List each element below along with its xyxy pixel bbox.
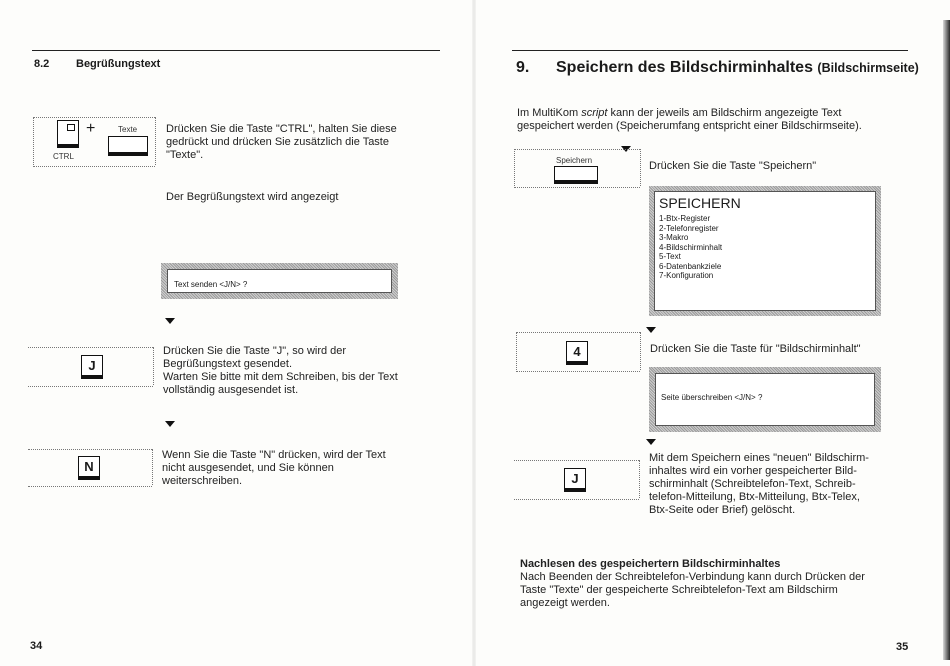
dotted-edge [640,149,641,186]
left-page [0,0,474,666]
menu-item-konfiguration: 7-Konfiguration [659,271,714,280]
text-line: weiterschreiben. [162,475,243,487]
text-line: Drücken Sie die Taste "CTRL", halten Sie diese [166,123,397,135]
text-line: telefon-Mitteilung, Btx-Mitteilung, Btx-Telex, [649,491,860,503]
dotted-edge [516,332,517,370]
chapter-subtitle: (Bildschirmseite) [817,61,919,75]
step2-text: Drücken Sie die Taste für "Bildschirminhalt" [650,343,861,355]
right-page [474,0,950,666]
screen-speichern-menu [649,186,881,316]
texte-key [108,136,148,156]
greeting-displayed-text: Der Begrüßungstext wird angezeigt [166,191,339,203]
text-line: Begrüßungstext gesendet. [163,358,293,370]
speichern-key [554,166,598,184]
arrow-down-icon [165,421,175,427]
text-line: Drücken Sie die Taste "J", so wird der [163,345,347,357]
menu-item-makro: 3-Makro [659,233,689,242]
menu-item-btx-register: 1-Btx-Register [659,214,711,223]
screen-prompt: Text senden <J/N> ? [174,280,248,289]
step3-text [649,452,889,517]
dotted-edge [639,460,640,498]
text-line: Mit dem Speichern eines "neuen" Bildschirm- [649,452,869,464]
speichern-key-label: Speichern [556,156,593,165]
section-title: Begrüßungstext [76,58,161,70]
text-line: Warten Sie bitte mit dem Schreiben, bis der Text [163,371,398,383]
text-line: inhaltes wird ein vorher gespeicherter Bild- [649,465,857,477]
text-line: nicht ausgesendet, und Sie können [162,462,334,474]
dotted-edge [514,149,515,186]
intro-line-1 [517,107,937,120]
menu-item-datenbankziele: 6-Datenbankziele [659,261,722,271]
text-line: Btx-Seite oder Brief) gelöscht. [649,504,796,516]
dotted-edge [153,347,154,385]
section-number: 8.2 [34,58,50,70]
arrow-down-icon [165,318,175,324]
page-edge-shadow [943,20,950,660]
step1-text: Drücken Sie die Taste "Speichern" [649,160,817,172]
j-key: J [564,468,586,492]
screen-display-text-send [161,263,398,299]
product-name: script [581,107,608,119]
chapter-heading [556,59,919,77]
step3-text [162,449,422,488]
screen-overwrite-prompt [649,367,881,432]
arrow-down-icon [646,327,656,333]
text-run: kann der jeweils am Bildschirm angezeigte Text [607,107,842,119]
note-heading: Nachlesen des gespeichertern Bildschirminhaltes [520,558,781,570]
chapter-title: Speichern des Bildschirminhaltes [556,59,813,76]
step2-text [163,345,423,397]
dotted-edge [155,117,156,165]
page-number-right: 35 [896,641,909,653]
text-line: "Texte". [166,149,204,161]
text-line: schirminhalt (Schreibtelefon-Text, Schreib- [649,478,856,490]
dotted-edge [33,117,34,165]
text-line: Wenn Sie die Taste "N" drücken, wird der Text [162,449,386,461]
texte-key-label: Texte [118,125,138,134]
ctrl-key [57,120,79,148]
intro-line-2: gespeichert werden (Speicherumfang entspricht einer Bildschirmseite). [517,120,862,132]
header-rule [512,50,908,51]
menu-title: SPEICHERN [659,195,741,211]
text-line: angezeigt werden. [520,597,610,609]
chapter-number: 9. [516,59,530,76]
text-line: gedrückt und drücken Sie zusätzlich die Taste [166,136,389,148]
menu-item-bildschirminhalt: 4-Bildschirminhalt [659,242,723,252]
screen-prompt: Seite überschreiben <J/N> ? [661,393,763,402]
step1-text [166,123,426,162]
n-key: N [78,456,100,480]
intro-text [517,107,937,133]
four-key: 4 [566,341,588,365]
header-rule [32,50,440,51]
text-line: Nach Beenden der Schreibtelefon-Verbindung kann durch Drücken der [520,571,865,583]
text-line: vollständig ausgesendet ist. [163,384,299,396]
ctrl-key-label: CTRL [53,152,74,161]
j-key: J [81,355,103,379]
text-run: Im MultiKom [517,107,582,119]
menu-item-text: 5-Text [659,252,681,261]
note-section [520,558,930,610]
dotted-edge [152,449,153,485]
dotted-edge [640,332,641,370]
page-number-left: 34 [30,640,43,652]
menu-item-telefonregister: 2-Telefonregister [659,223,719,233]
plus-sign: + [86,120,96,137]
text-line: Taste "Texte" der gespeicherte Schreibtelefon-Text am Bildschirm [520,584,838,596]
arrow-down-icon [646,439,656,445]
